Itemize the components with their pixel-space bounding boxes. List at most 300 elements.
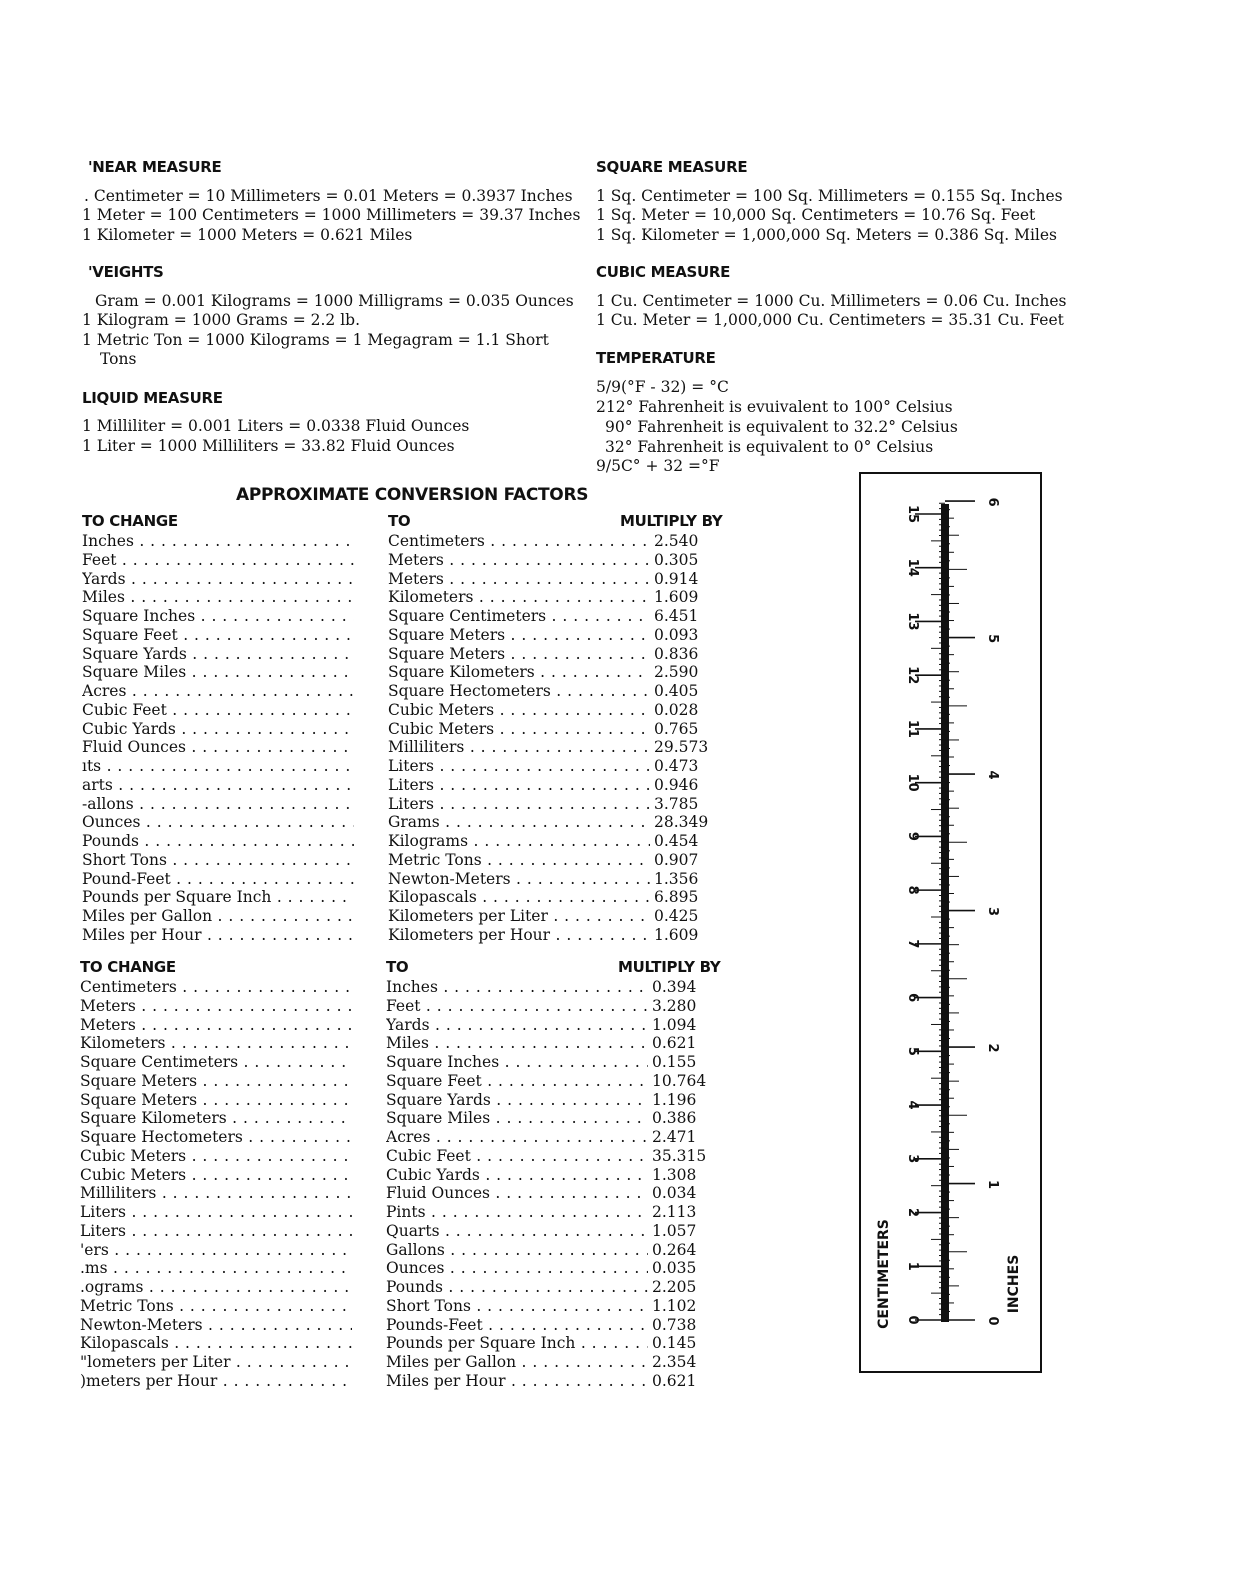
from-unit-label: Liters . . .: [80, 1222, 352, 1240]
to-unit: [388, 532, 650, 551]
to-unit-label: Kilometers per Liter . . .: [388, 907, 650, 925]
from-unit: [80, 1128, 352, 1147]
to-unit-label: Cubic Meters . . .: [388, 720, 650, 738]
table-row: [80, 1053, 740, 1072]
to-unit-label: Short Tons . . .: [386, 1297, 648, 1315]
inch-label: 6: [985, 497, 1000, 507]
cm-label: 6: [905, 993, 920, 1003]
to-unit-label: Grams . . .: [388, 813, 650, 831]
from-unit: [80, 1334, 352, 1353]
to-unit-label: Meters . . .: [388, 551, 650, 569]
to-unit: [388, 738, 650, 757]
multiply-value: 35.315: [652, 1146, 707, 1165]
square-line-2: 1 Sq. Meter = 10,000 Sq. Centimeters = 10.76 Sq. Feet: [596, 206, 1036, 224]
table-row: [82, 738, 742, 757]
liquid-line-1: 1 Milliliter = 0.001 Liters = 0.0338 Fluid Ounces: [82, 417, 470, 435]
to-unit: [388, 907, 650, 926]
to-unit-label: Square Meters . . .: [388, 626, 650, 644]
from-unit-label: Square Yards . . .: [82, 645, 354, 663]
liquid-line-2: 1 Liter = 1000 Milliliters = 33.82 Fluid Ounces: [82, 437, 455, 455]
to-unit: [386, 1147, 648, 1166]
from-unit-label: -allons . . .: [82, 795, 354, 813]
to-unit: [386, 1166, 648, 1185]
to-unit-label: Miles per Hour . . .: [386, 1372, 648, 1390]
to-unit: [388, 795, 650, 814]
multiply-value: 6.451: [654, 607, 699, 625]
from-unit-label: Square Miles . . .: [82, 663, 354, 681]
from-unit: [80, 1353, 352, 1372]
to-unit: [386, 1016, 648, 1035]
multiply-value: 1.609: [654, 588, 699, 607]
from-unit-label: )meters per Hour . . .: [80, 1372, 352, 1390]
to-unit: [388, 645, 650, 664]
table-row: [80, 1147, 740, 1166]
from-unit-label: Pound-Feet . . .: [82, 870, 354, 888]
table-row: [82, 851, 742, 870]
from-unit: [80, 997, 352, 1016]
to-unit-label: Kilopascals . . .: [388, 888, 650, 906]
multiply-value: 0.305: [654, 550, 699, 569]
temperature-heading: TEMPERATURE: [596, 349, 716, 367]
to-unit: [386, 997, 648, 1016]
table-row: [82, 663, 742, 682]
from-unit-label: Centimeters . . .: [80, 978, 352, 996]
to-unit-label: Fluid Ounces . . .: [386, 1184, 648, 1202]
to-unit: [386, 1241, 648, 1260]
multiply-value: 2.590: [654, 663, 699, 682]
cm-label: 3: [905, 1154, 920, 1164]
to-unit: [386, 1053, 648, 1072]
to-unit: [388, 551, 650, 570]
inches-label: INCHES: [1006, 1254, 1022, 1314]
from-unit-label: Miles per Hour . . .: [82, 926, 354, 944]
cubic-line-2: 1 Cu. Meter = 1,000,000 Cu. Centimeters = 35.31 Cu. Feet: [596, 311, 1064, 329]
table2-header-multiply: MULTIPLY BY: [618, 958, 721, 976]
from-unit-label: Square Centimeters . . .: [80, 1053, 352, 1071]
table-row: [80, 1316, 740, 1335]
to-unit-label: Ounces . . .: [386, 1259, 648, 1277]
conversion-title: APPROXIMATE CONVERSION FACTORS: [236, 485, 589, 505]
to-unit: [386, 1372, 648, 1391]
to-unit-label: Cubic Yards . . .: [386, 1166, 648, 1184]
to-unit-label: Feet . . .: [386, 997, 648, 1015]
to-unit-label: Square Centimeters . . .: [388, 607, 650, 625]
table-row: [80, 1297, 740, 1316]
to-unit-label: Kilometers . . .: [388, 588, 650, 606]
multiply-value: 1.057: [652, 1221, 697, 1240]
to-unit-label: Kilometers per Hour . . .: [388, 926, 650, 944]
to-unit: [388, 701, 650, 720]
weights-line-3: 1 Metric Ton = 1000 Kilograms = 1 Megagram = 1.1 Short: [82, 331, 549, 349]
multiply-value: 0.405: [654, 682, 699, 700]
to-unit: [386, 1316, 648, 1335]
from-unit: [82, 795, 354, 814]
to-unit-label: Pounds per Square Inch . . .: [386, 1334, 648, 1352]
to-unit: [388, 888, 650, 907]
table-row: [82, 551, 742, 570]
table-row: [82, 607, 742, 626]
from-unit: [80, 978, 352, 997]
to-unit-label: Liters . . .: [388, 776, 650, 794]
to-unit: [386, 978, 648, 997]
cm-label: 1: [905, 1261, 920, 1271]
from-unit: [82, 532, 354, 551]
inch-label: 1: [985, 1179, 1000, 1190]
table-row: [80, 1072, 740, 1091]
to-unit: [386, 1297, 648, 1316]
from-unit: [82, 813, 354, 832]
from-unit-label: Cubic Feet . . .: [82, 701, 354, 719]
to-unit: [386, 1278, 648, 1297]
table2-header-change: TO CHANGE: [80, 958, 176, 976]
cm-label: 14: [905, 558, 920, 577]
to-unit-label: Square Meters . . .: [388, 645, 650, 663]
from-unit: [80, 1203, 352, 1222]
square-measure-heading: SQUARE MEASURE: [596, 158, 748, 176]
to-unit-label: Pints . . .: [386, 1203, 648, 1221]
weights-line-4: Tons: [100, 350, 137, 368]
to-unit: [388, 626, 650, 645]
table-row: [80, 1278, 740, 1297]
multiply-value: 2.354: [652, 1353, 697, 1371]
multiply-value: 0.907: [654, 850, 699, 869]
to-unit: [386, 1034, 648, 1053]
to-unit: [388, 926, 650, 945]
from-unit: [80, 1091, 352, 1110]
from-unit-label: Square Kilometers . . .: [80, 1109, 352, 1127]
cm-label: 7: [905, 939, 920, 949]
multiply-value: 3.280: [652, 996, 697, 1015]
multiply-value: 0.765: [654, 719, 699, 738]
to-unit-label: Pounds . . .: [386, 1278, 648, 1296]
table-row: [82, 626, 742, 645]
linear-line-2: 1 Meter = 100 Centimeters = 1000 Millimeters = 39.37 Inches: [82, 206, 581, 224]
from-unit-label: Fluid Ounces . . .: [82, 738, 354, 756]
cm-label: 13: [905, 612, 920, 631]
cm-label: 4: [905, 1100, 920, 1110]
from-unit-label: Miles per Gallon . . .: [82, 907, 354, 925]
table-row: [80, 997, 740, 1016]
to-unit-label: Liters . . .: [388, 757, 650, 775]
from-unit: [80, 1053, 352, 1072]
multiply-value: 0.264: [652, 1240, 697, 1259]
multiply-value: 0.394: [652, 978, 697, 996]
from-unit-label: Metric Tons . . .: [80, 1297, 352, 1315]
to-unit-label: Kilograms . . .: [388, 832, 650, 850]
table-row: [82, 795, 742, 814]
from-unit-label: arts . . .: [82, 776, 354, 794]
table2-header-to: TO: [386, 958, 409, 976]
from-unit-label: Acres . . .: [82, 682, 354, 700]
to-unit-label: Cubic Meters . . .: [388, 701, 650, 719]
to-unit: [388, 870, 650, 889]
cm-label: 11: [905, 719, 920, 738]
cm-label: 10: [905, 773, 920, 792]
cm-label: 8: [905, 885, 920, 895]
to-unit: [388, 813, 650, 832]
inch-label: 2: [985, 1043, 1000, 1053]
from-unit-label: Miles . . .: [82, 588, 354, 606]
from-unit-label: "lometers per Liter . . .: [80, 1353, 352, 1371]
table-row: [82, 870, 742, 889]
table-row: [80, 1128, 740, 1147]
from-unit-label: Short Tons . . .: [82, 851, 354, 869]
table1-header-change: TO CHANGE: [82, 512, 178, 530]
weights-line-1: Gram = 0.001 Kilograms = 1000 Milligrams = 0.035 Ounces: [95, 292, 574, 310]
from-unit-label: Cubic Yards . . .: [82, 720, 354, 738]
to-unit-label: Milliliters . . .: [388, 738, 650, 756]
multiply-value: 1.356: [654, 869, 699, 888]
to-unit: [386, 1072, 648, 1091]
to-unit-label: Pounds-Feet . . .: [386, 1316, 648, 1334]
multiply-value: 0.145: [652, 1334, 697, 1353]
to-unit-label: Square Inches . . .: [386, 1053, 648, 1071]
table-row: [80, 1184, 740, 1203]
to-unit: [388, 663, 650, 682]
multiply-value: 0.425: [654, 907, 699, 925]
to-unit-label: Newton-Meters . . .: [388, 870, 650, 888]
cm-label: 5: [905, 1046, 920, 1056]
table-row: [82, 907, 742, 926]
temperature-line-5: 9/5C° + 32 =°F: [596, 457, 720, 475]
table-row: [82, 776, 742, 795]
to-unit-label: Cubic Feet . . .: [386, 1147, 648, 1165]
multiply-value: 0.946: [654, 775, 699, 794]
to-unit: [388, 832, 650, 851]
temperature-line-4: 32° Fahrenheit is equivalent to 0° Celsius: [605, 438, 934, 456]
linear-measure-heading: 'NEAR MEASURE: [88, 158, 222, 176]
linear-line-3: 1 Kilometer = 1000 Meters = 0.621 Miles: [82, 226, 413, 244]
cm-label: 15: [905, 504, 920, 524]
to-unit-label: Square Feet . . .: [386, 1072, 648, 1090]
table-row: [82, 682, 742, 701]
multiply-value: 2.205: [652, 1278, 697, 1296]
to-unit-label: Yards . . .: [386, 1016, 648, 1034]
to-unit-label: Square Kilometers . . .: [388, 663, 650, 681]
multiply-value: 3.785: [654, 794, 699, 813]
from-unit: [80, 1184, 352, 1203]
multiply-value: 0.093: [654, 625, 699, 644]
from-unit-label: Cubic Meters . . .: [80, 1166, 352, 1184]
multiply-value: 0.738: [652, 1315, 697, 1334]
conversion-table-1: [82, 532, 742, 947]
square-line-3: 1 Sq. Kilometer = 1,000,000 Sq. Meters = 0.386 Sq. Miles: [596, 226, 1057, 244]
to-unit-label: Square Hectometers . . .: [388, 682, 650, 700]
from-unit-label: Square Meters . . .: [80, 1072, 352, 1090]
table-row: [82, 532, 742, 551]
temperature-line-1: 5/9(°F - 32) = °C: [596, 378, 729, 396]
from-unit: [82, 701, 354, 720]
to-unit: [386, 1203, 648, 1222]
to-unit: [388, 570, 650, 589]
from-unit-label: Newton-Meters . . .: [80, 1316, 352, 1334]
from-unit: [80, 1016, 352, 1035]
ruler: [859, 472, 1042, 1373]
table-row: [80, 1166, 740, 1185]
from-unit: [82, 626, 354, 645]
table-row: [80, 1109, 740, 1128]
multiply-value: 6.895: [654, 888, 699, 907]
table-row: [82, 588, 742, 607]
table-row: [82, 926, 742, 945]
multiply-value: 0.155: [652, 1053, 697, 1071]
from-unit-label: .ograms . . .: [80, 1278, 352, 1296]
table-row: [80, 1034, 740, 1053]
to-unit: [388, 720, 650, 739]
to-unit-label: Gallons . . .: [386, 1241, 648, 1259]
table-row: [80, 1241, 740, 1260]
table-row: [80, 1091, 740, 1110]
from-unit: [82, 851, 354, 870]
temperature-line-2: 212° Fahrenheit is evuivalent to 100° Celsius: [596, 398, 953, 416]
cm-label: 9: [905, 831, 920, 841]
from-unit-label: Liters . . .: [80, 1203, 352, 1221]
from-unit: [82, 607, 354, 626]
from-unit-label: Feet . . .: [82, 551, 354, 569]
to-unit-label: Miles . . .: [386, 1034, 648, 1052]
cm-label: 12: [905, 666, 920, 685]
multiply-value: 2.540: [654, 532, 699, 550]
weights-heading: 'VEIGHTS: [88, 263, 164, 281]
from-unit-label: Meters . . .: [80, 997, 352, 1015]
inch-label: 3: [985, 907, 1000, 917]
from-unit-label: Kilometers . . .: [80, 1034, 352, 1052]
weights-line-2: 1 Kilogram = 1000 Grams = 2.2 lb.: [82, 311, 361, 329]
inch-label: 5: [985, 634, 1000, 644]
to-unit-label: Square Yards . . .: [386, 1091, 648, 1109]
from-unit-label: Milliliters . . .: [80, 1184, 352, 1202]
to-unit-label: Meters . . .: [388, 570, 650, 588]
from-unit: [80, 1297, 352, 1316]
to-unit: [386, 1091, 648, 1110]
table-row: [80, 978, 740, 997]
from-unit: [82, 888, 354, 907]
to-unit: [388, 776, 650, 795]
multiply-value: 0.621: [652, 1371, 697, 1390]
centimeters-label: CENTIMETERS: [876, 1219, 892, 1329]
from-unit-label: ıts . . .: [82, 757, 354, 775]
table1-header-multiply: MULTIPLY BY: [620, 512, 723, 530]
from-unit: [82, 776, 354, 795]
to-unit: [386, 1334, 648, 1353]
from-unit: [82, 870, 354, 889]
from-unit: [82, 682, 354, 701]
table-row: [82, 757, 742, 776]
inch-label: 0: [985, 1316, 1000, 1326]
to-unit-label: Square Miles . . .: [386, 1109, 648, 1127]
from-unit-label: Square Feet . . .: [82, 626, 354, 644]
from-unit: [80, 1316, 352, 1335]
table-row: [80, 1203, 740, 1222]
cm-label: 0: [905, 1315, 920, 1325]
table-row: [82, 645, 742, 664]
multiply-value: 0.621: [652, 1034, 697, 1053]
to-unit-label: Acres . . .: [386, 1128, 648, 1146]
table-row: [82, 888, 742, 907]
to-unit: [386, 1259, 648, 1278]
to-unit: [386, 1353, 648, 1372]
from-unit-label: .ms . . .: [80, 1259, 352, 1277]
temperature-line-3: 90° Fahrenheit is equivalent to 32.2° Celsius: [605, 418, 958, 436]
cm-label: 2: [905, 1208, 920, 1218]
table-row: [80, 1334, 740, 1353]
from-unit: [82, 551, 354, 570]
from-unit: [82, 588, 354, 607]
table-row: [82, 570, 742, 589]
from-unit: [82, 570, 354, 589]
from-unit-label: Pounds . . .: [82, 832, 354, 850]
to-unit-label: Miles per Gallon . . .: [386, 1353, 648, 1371]
multiply-value: 1.609: [654, 925, 699, 944]
square-line-1: 1 Sq. Centimeter = 100 Sq. Millimeters = 0.155 Sq. Inches: [596, 187, 1063, 205]
to-unit: [388, 851, 650, 870]
to-unit-label: Liters . . .: [388, 795, 650, 813]
to-unit: [388, 757, 650, 776]
cubic-measure-heading: CUBIC MEASURE: [596, 263, 731, 281]
from-unit: [80, 1222, 352, 1241]
table-row: [82, 720, 742, 739]
from-unit: [80, 1109, 352, 1128]
multiply-value: 0.473: [654, 757, 699, 775]
multiply-value: 0.836: [654, 644, 699, 663]
from-unit-label: Ounces . . .: [82, 813, 354, 831]
from-unit: [82, 645, 354, 664]
from-unit: [82, 663, 354, 682]
from-unit-label: Inches . . .: [82, 532, 354, 550]
to-unit-label: Metric Tons . . .: [388, 851, 650, 869]
multiply-value: 2.471: [652, 1128, 697, 1146]
multiply-value: 0.454: [654, 832, 699, 850]
multiply-value: 1.196: [652, 1090, 697, 1109]
from-unit: [80, 1072, 352, 1091]
to-unit: [388, 588, 650, 607]
from-unit-label: Meters . . .: [80, 1016, 352, 1034]
from-unit: [82, 757, 354, 776]
from-unit-label: Square Inches . . .: [82, 607, 354, 625]
multiply-value: 0.914: [654, 569, 699, 588]
from-unit: [80, 1147, 352, 1166]
table-row: [80, 1222, 740, 1241]
to-unit: [388, 682, 650, 701]
to-unit: [386, 1184, 648, 1203]
ruler-graphic: [861, 474, 1040, 1371]
from-unit-label: Yards . . .: [82, 570, 354, 588]
multiply-value: 0.386: [652, 1109, 697, 1128]
multiply-value: 28.349: [654, 813, 709, 832]
from-unit: [80, 1372, 352, 1391]
from-unit-label: 'ers . . .: [80, 1241, 352, 1259]
multiply-value: 2.113: [652, 1203, 697, 1221]
to-unit-label: Quarts . . .: [386, 1222, 648, 1240]
multiply-value: 1.102: [652, 1296, 697, 1315]
from-unit: [80, 1278, 352, 1297]
multiply-value: 29.573: [654, 738, 709, 757]
from-unit: [80, 1259, 352, 1278]
multiply-value: 0.028: [654, 700, 699, 719]
inch-label: 4: [985, 770, 1000, 780]
from-unit-label: Kilopascals . . .: [80, 1334, 352, 1352]
table-row: [80, 1259, 740, 1278]
to-unit: [386, 1109, 648, 1128]
cubic-line-1: 1 Cu. Centimeter = 1000 Cu. Millimeters = 0.06 Cu. Inches: [596, 292, 1067, 310]
to-unit-label: Inches . . .: [386, 978, 648, 996]
liquid-measure-heading: LIQUID MEASURE: [82, 389, 223, 407]
table-row: [80, 1016, 740, 1035]
table-row: [82, 701, 742, 720]
table-row: [80, 1372, 740, 1391]
to-unit-label: Centimeters . . .: [388, 532, 650, 550]
from-unit: [82, 907, 354, 926]
